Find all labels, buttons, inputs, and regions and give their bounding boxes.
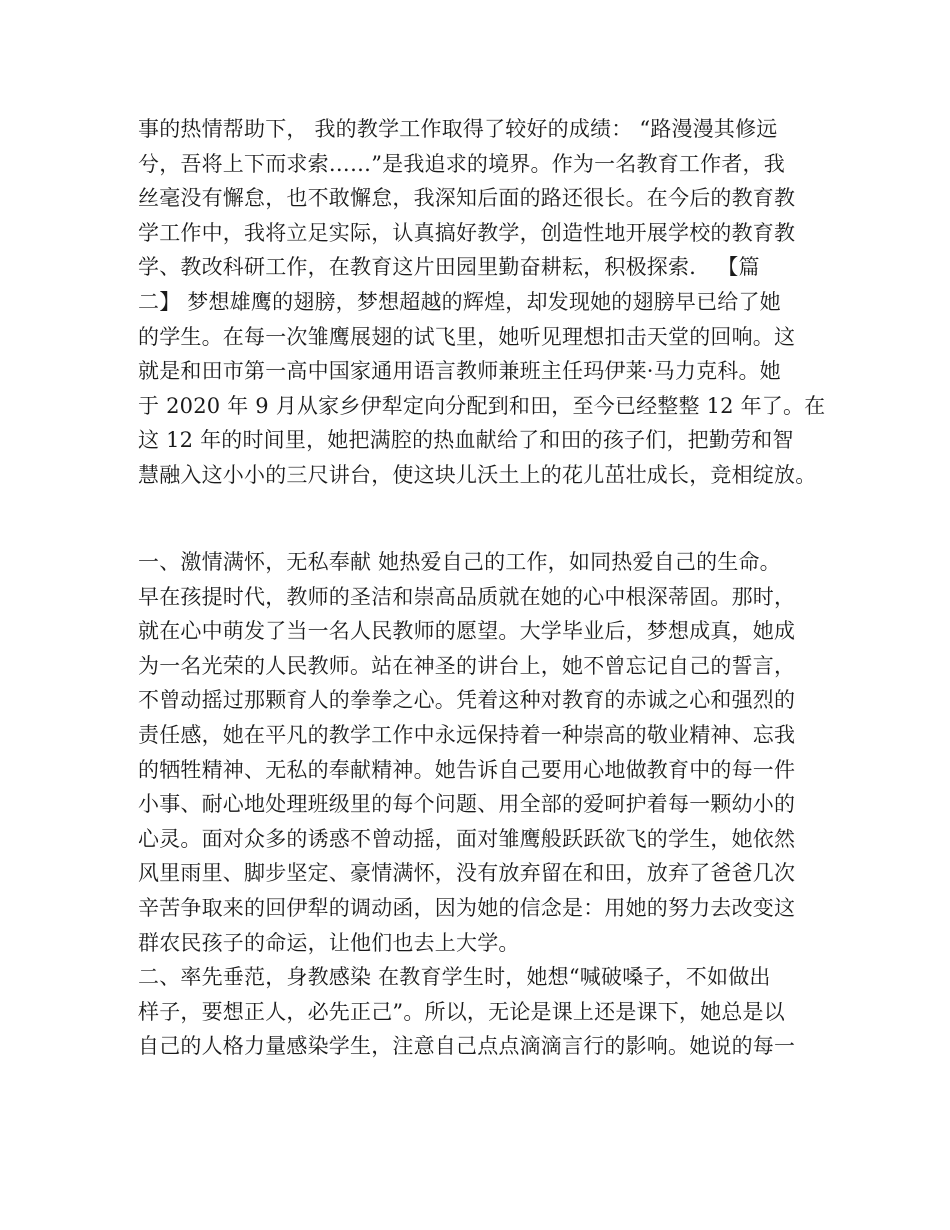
- text-line: 兮，吾将上下而求索……”是我追求的境界。作为一名教育工作者，我: [138, 151, 785, 176]
- text-line: 慧融入这小小的三尺讲台，使这块儿沃土上的花儿茁壮成长，竞相绽放。: [138, 462, 817, 487]
- text-line: 样子，要想正人，必先正己”。所以，无论是课上还是课下，她总是以: [138, 999, 785, 1024]
- text-line: 的学生。在每一次雏鹰展翅的试飞里，她听见理想扣击天堂的回响。这: [138, 324, 796, 349]
- text-line: 事的热情帮助下， 我的教学工作取得了较好的成绩： “路漫漫其修远: [138, 117, 778, 141]
- text-line: 就是和田市第一高中国家通用语言教师兼班主任玛伊莱·马力克科。她: [138, 359, 781, 384]
- text-line: 为一名光荣的人民教师。站在神圣的讲台上，她不曾忘记自己的誓言，: [138, 653, 796, 678]
- text-line: 这 12 年的时间里，她把满腔的热血献给了和田的孩子们，把勤劳和智: [138, 428, 794, 453]
- paragraph-block-2: [138, 545, 838, 1064]
- text-line: 丝毫没有懈怠，也不敢懈怠，我深知后面的路还很长。在今后的教育教: [138, 186, 796, 211]
- text-line: 自己的人格力量感染学生，注意自己点点滴滴言行的影响。她说的每一: [138, 1034, 796, 1059]
- text-line: 的牺牲精神、无私的奉献精神。她告诉自己要用心地做教育中的每一件: [138, 757, 796, 782]
- text-line: 责任感，她在平凡的教学工作中永远保持着一种崇高的敬业精神、忘我: [138, 722, 796, 747]
- text-line: 二】 梦想雄鹰的翅膀，梦想超越的辉煌，却发现她的翅膀早已给了她: [138, 289, 781, 314]
- text-line: 小事、耐心地处理班级里的每个问题、用全部的爱呵护着每一颗幼小的: [138, 792, 796, 817]
- text-line: 不曾动摇过那颗育人的拳拳之心。凭着这种对教育的赤诚之心和强烈的: [138, 688, 796, 713]
- paragraph-block-1: [138, 112, 838, 493]
- text-line: 就在心中萌发了当一名人民教师的愿望。大学毕业后，梦想成真，她成: [138, 619, 796, 644]
- text-line: 心灵。面对众多的诱惑不曾动摇，面对雏鹰般跃跃欲飞的学生，她依然: [138, 826, 796, 851]
- text-line: 一、激情满怀，无私奉献 她热爱自己的工作，如同热爱自己的生命。: [138, 550, 781, 574]
- text-line: 群农民孩子的命运，让他们也去上大学。: [138, 930, 520, 955]
- text-line: 于 2020 年 9 月从家乡伊犁定向分配到和田，至今已经整整 12 年了。在: [138, 393, 826, 418]
- text-line: 早在孩提时代，教师的圣洁和崇高品质就在她的心中根深蒂固。那时，: [138, 584, 796, 609]
- text-line: 二、率先垂范，身教感染 在教育学生时，她想“喊破嗓子，不如做出: [138, 965, 771, 990]
- text-line: 辛苦争取来的回伊犁的调动函，因为她的信念是：用她的努力去改变这: [138, 895, 796, 920]
- text-line: 学工作中，我将立足实际，认真搞好教学，创造性地开展学校的教育教: [138, 220, 796, 245]
- text-line: 风里雨里、脚步坚定、豪情满怀，没有放弃留在和田，放弃了爸爸几次: [138, 861, 796, 886]
- text-line: 学、教改科研工作，在教育这片田园里勤奋耕耘，积极探索． 【篇: [138, 255, 760, 280]
